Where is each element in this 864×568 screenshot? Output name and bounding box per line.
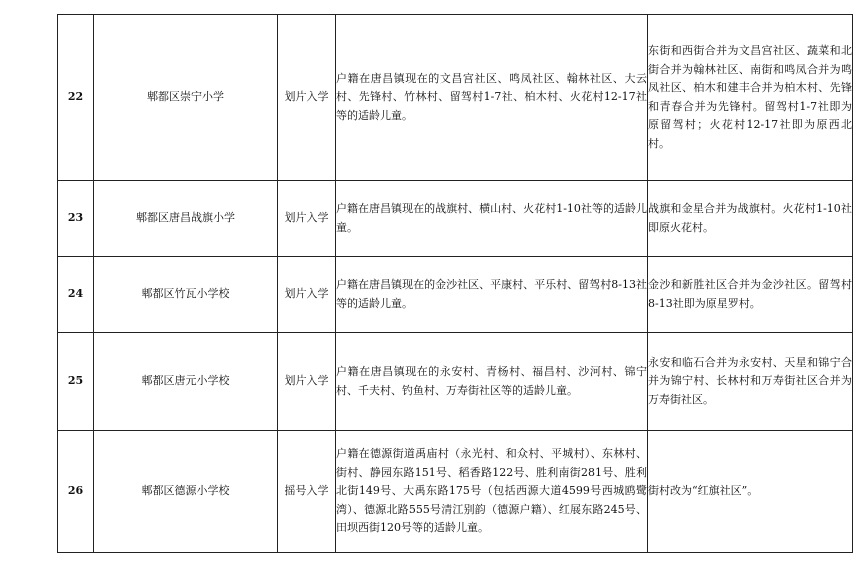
row-number: 22 (58, 15, 94, 181)
table-row (58, 333, 853, 431)
school-name: 郫都区崇宁小学 (94, 15, 278, 181)
school-name: 郫都区竹瓦小学校 (94, 257, 278, 333)
remark: 街村改为“红旗社区”。 (648, 431, 853, 553)
enrollment-mode: 划片入学 (278, 333, 336, 431)
enrollment-mode: 划片入学 (278, 257, 336, 333)
remark: 东街和西街合并为文昌宫社区、蔬菜和北街合并为翰林社区、南街和鸣凤合并为鸣凤社区、柏木和建丰合并为柏木村、先锋和青春合并为先锋村。留驾村1-7社即为原留驾村；火花村12-17社即为原西北村。 (648, 15, 853, 181)
remark: 金沙和新胜社区合并为金沙社区。留驾村8-13社即为原星罗村。 (648, 257, 853, 333)
remark: 永安和临石合并为永安村、天星和锦宁合并为锦宁村、长林村和万寿街社区合并为万寿街社区。 (648, 333, 853, 431)
school-name: 郫都区唐元小学校 (94, 333, 278, 431)
row-number: 25 (58, 333, 94, 431)
enrollment-mode: 划片入学 (278, 15, 336, 181)
school-name: 郫都区德源小学校 (94, 431, 278, 553)
table-row (58, 257, 853, 333)
row-number: 23 (58, 181, 94, 257)
table-row (58, 15, 853, 181)
enrollment-mode: 摇号入学 (278, 431, 336, 553)
table-row (58, 431, 853, 553)
remark: 战旗和金星合并为战旗村。火花村1-10社即原火花村。 (648, 181, 853, 257)
school-name: 郫都区唐昌战旗小学 (94, 181, 278, 257)
enrollment-table (57, 14, 853, 553)
enrollment-scope: 户籍在唐昌镇现在的金沙社区、平康村、平乐村、留驾村8-13社等的适龄儿童。 (336, 257, 648, 333)
enrollment-mode: 划片入学 (278, 181, 336, 257)
enrollment-scope: 户籍在唐昌镇现在的战旗村、横山村、火花村1-10社等的适龄儿童。 (336, 181, 648, 257)
row-number: 26 (58, 431, 94, 553)
table-row (58, 181, 853, 257)
enrollment-scope: 户籍在德源街道禹庙村（永光村、和众村、平城村）、东林村、街村、静园东路151号、稻香路122号、胜利南街281号、胜利北街149号、大禹东路175号（包括西源大道4599号西城鸥鹭湾）、德源北路555号清江别韵（德源户籍）、红展东路245号、田坝西街120号等的适龄儿童。 (336, 431, 648, 553)
enrollment-scope: 户籍在唐昌镇现在的文昌宫社区、鸣凤社区、翰林社区、大云村、先锋村、竹林村、留驾村1-7社、柏木村、火花村12-17社等的适龄儿童。 (336, 15, 648, 181)
enrollment-scope: 户籍在唐昌镇现在的永安村、青杨村、福昌村、沙河村、锦宁村、千夫村、钓鱼村、万寿街社区等的适龄儿童。 (336, 333, 648, 431)
row-number: 24 (58, 257, 94, 333)
